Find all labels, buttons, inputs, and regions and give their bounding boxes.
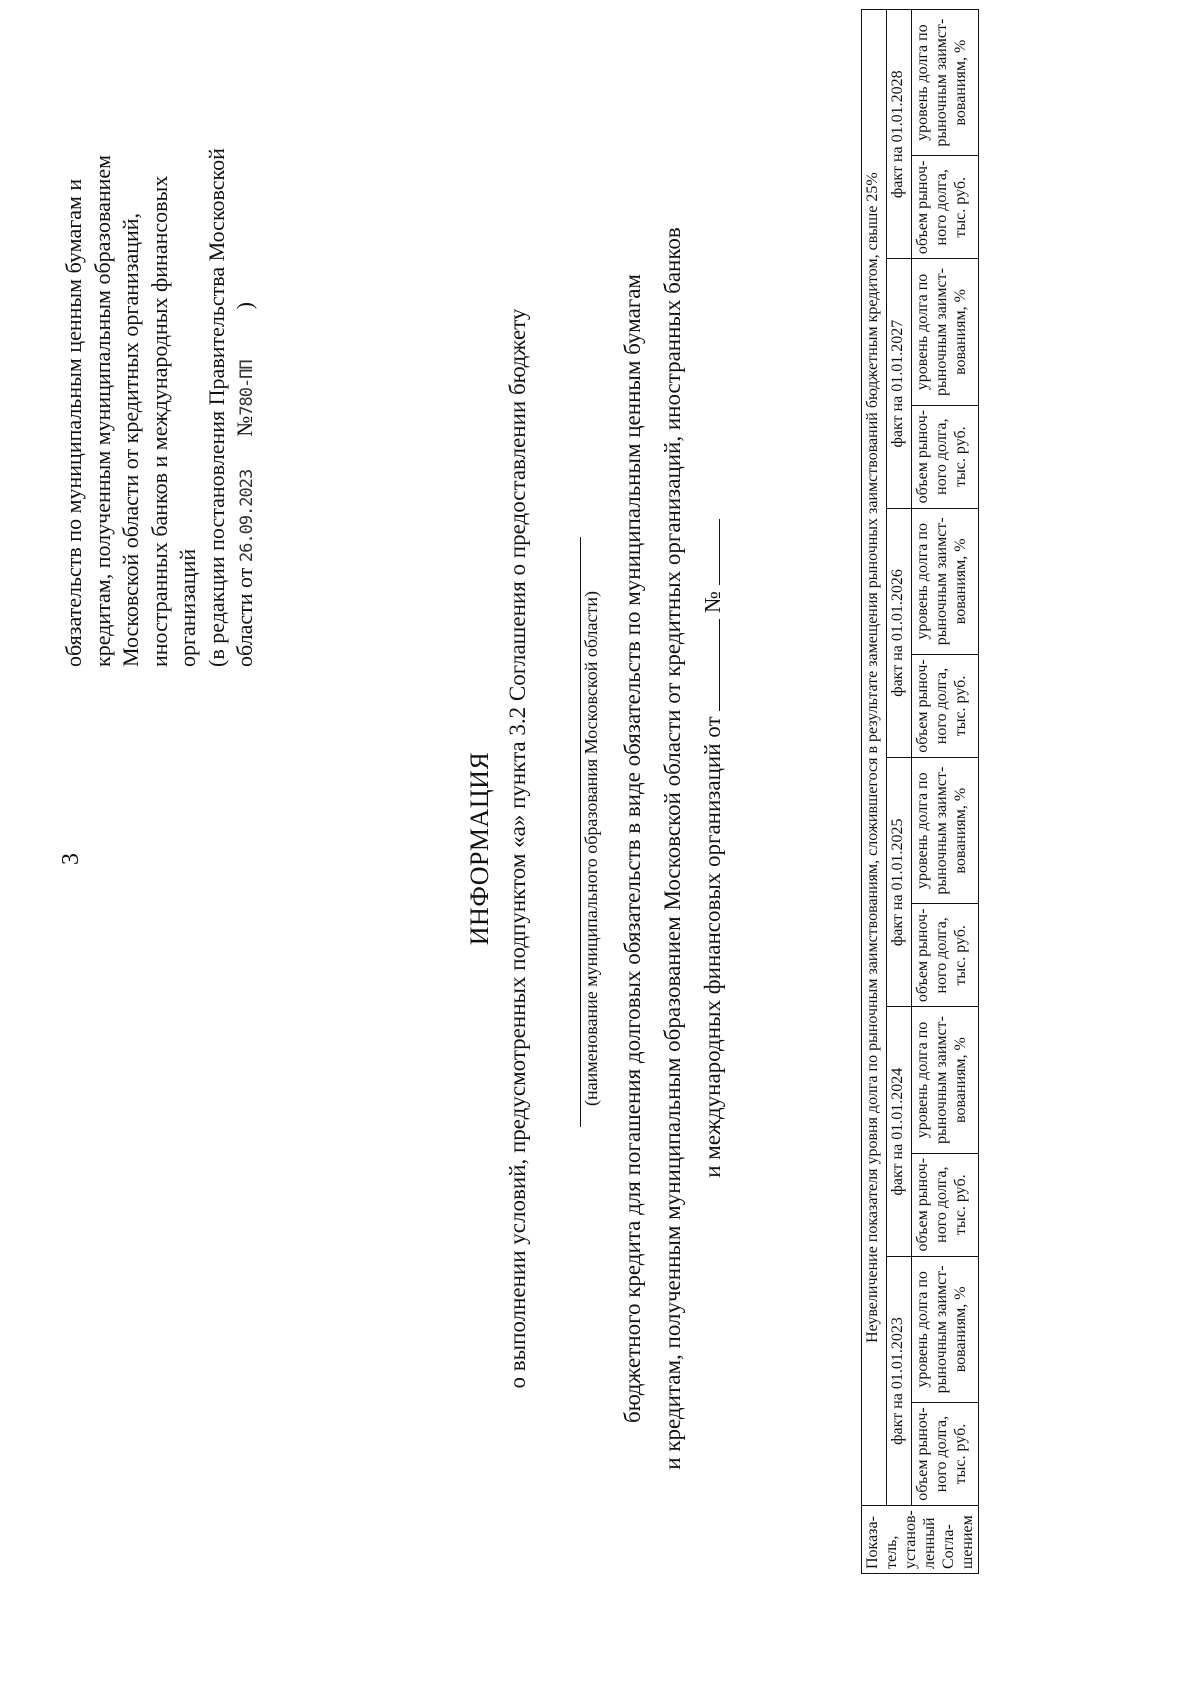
period-header: факт на 01.01.2025 [886,758,911,1007]
date-blank [701,619,720,711]
debt-volume-header: объем рыноч-ного долга, тыс. руб. [911,156,979,259]
period-header: факт на 01.01.2023 [886,1256,911,1505]
header-note-line: Московской области от кредитных организаций, [118,212,143,667]
period-header: факт на 01.01.2028 [886,10,911,259]
period-header: факт на 01.01.2026 [886,508,911,757]
debt-volume-header: объем рыноч-ного долга, тыс. руб. [911,405,979,508]
page-title: ИНФОРМАЦИЯ [465,751,494,946]
handwritten-date: 26.09.2023 [237,469,257,563]
number-label: № [232,415,257,437]
page-subtitle: о выполнении условий, предусмотренных подпунктом «а» пункта 3.2 Соглашения о предоставлении бюджету [505,308,530,1389]
body-number-label: № [700,591,725,613]
header-note-last-line [231,47,262,667]
debt-level-header: уровень долга по рыночным заимст-вованиям, % [911,1007,979,1153]
header-note-prefix: области от [232,567,257,667]
header-note-line: иностранных банков и международных финансовых [146,175,172,667]
body-line: и кредитам, полученным муниципальным образованием Московской области от кредитных организаций, иностранных банков [660,227,685,1470]
indicator-table [861,9,979,1574]
main-header: Неувеличение показателя уровня долга по рыночным заимствованиям, сложившегося в результате замещения рыночных заимствований бюджетным кредитом, свыше 25% [862,10,887,1506]
debt-volume-header: объем рыноч-ного долга, тыс. руб. [911,654,979,757]
header-note [60,47,262,667]
indicator-header: Показа-тель, установ-ленный Согла-шением [862,1506,979,1574]
header-note-line: обязательств по муниципальным ценным бумагам и [61,178,86,667]
header-note-line: (в редакции постановления Правительства Московской [203,148,229,667]
debt-volume-header: объем рыноч-ного долга, тыс. руб. [911,1153,979,1256]
debt-volume-header: объем рыноч-ного долга, тыс. руб. [911,1402,979,1505]
number-blank [701,519,720,585]
debt-volume-header: объем рыноч-ного долга, тыс. руб. [911,904,979,1007]
debt-level-header: уровень долга по рыночным заимст-вованиям, % [911,758,979,904]
header-note-line: организаций [175,548,200,667]
debt-level-header: уровень долга по рыночным заимст-вованиям, % [911,10,979,156]
body-last-line-text: и международных финансовых организаций от [700,716,725,1178]
debt-level-header: уровень долга по рыночным заимст-вованиям, % [911,508,979,654]
body-last-line [700,0,726,1697]
body-line: бюджетного кредита для погашения долговых обязательств в виде обязательств по муниципальным ценным бумагам [620,274,645,1423]
page-number: 3 [58,853,84,865]
debt-level-header: уровень долга по рыночным заимст-вованиям, % [911,1256,979,1402]
period-header: факт на 01.01.2024 [886,1007,911,1256]
header-note-line: кредитам, полученным муниципальным образованием [89,154,115,667]
municipality-caption: (наименование муниципального образования Московской области) [581,591,601,1107]
closing-paren: ) [232,302,257,310]
period-header: факт на 01.01.2027 [886,259,911,508]
handwritten-number: 780-ПП [237,360,257,416]
debt-level-header: уровень долга по рыночным заимст-вованиям, % [911,259,979,405]
